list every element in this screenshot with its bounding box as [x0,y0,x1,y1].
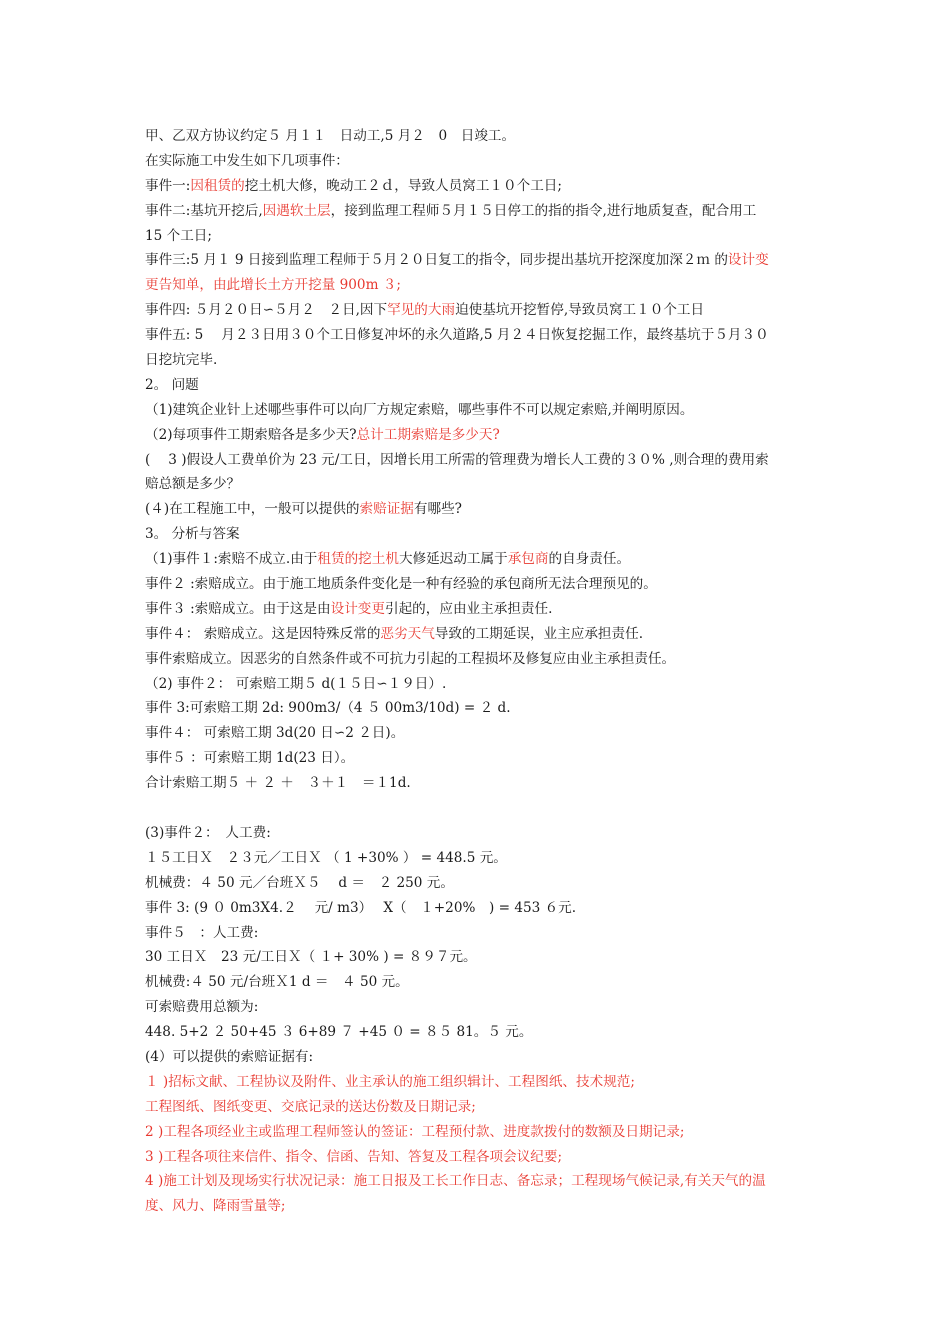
text-line [145,273,810,298]
text-span: 15 个工日; [145,227,212,244]
text-line [145,945,810,970]
text-span: 事件索赔成立。因恶劣的自然条件或不可抗力引起的工程损坏及修复应由业主承担责任。 [145,650,676,667]
text-line [145,622,810,647]
text-line [145,472,810,497]
text-line [145,124,810,149]
text-line [145,871,810,896]
text-line [145,995,810,1020]
text-span: 事件５ ：人工费: [145,924,259,941]
text-line [145,821,810,846]
text-span: 事件３ :索赔成立。由于这是由 [145,600,331,617]
text-span: 在实际施工中发生如下几项事件： [145,152,349,169]
text-line [145,373,810,398]
text-span: 事件一: [145,177,191,194]
text-line [145,298,810,323]
text-span: 事件二:基坑开挖后, [145,202,263,219]
text-line [145,149,810,174]
text-span: 事件４： 索赔成立。这是因特殊反常的 [145,625,381,642]
text-line [145,572,810,597]
text-line [145,1145,810,1170]
text-line [145,1095,810,1120]
text-line [145,746,810,771]
highlighted-text: 租赁的挖土机 [317,551,399,568]
text-span: 机械费:４ 50 元/台班Ｘ1 d ＝ ４ 50 元。 [145,974,409,991]
text-span: （1)建筑企业针上述哪些事件可以向厂方规定索赔，哪些事件不可以规定索赔,并阐明原因。 [145,401,694,418]
text-span: 赔总额是多少？ [145,476,241,493]
highlighted-text: 更告知单，由此增长土方开挖量 900m ３; [145,277,401,294]
text-line [145,448,810,473]
highlighted-text: 工程图纸、图纸变更、交底记录的送达份数及日期记录; [145,1098,476,1115]
text-line [145,423,810,448]
text-line [145,497,810,522]
text-span: 事件２ :索赔成立。由于施工地质条件变化是一种有经验的承包商所无法合理预见的。 [145,576,657,593]
text-span: 事件三:5 月１ 9 日接到监理工程师于５月２０日复工的指令，同步提出基坑开挖深度加深２ｍ 的 [145,252,728,269]
text-line [145,248,810,273]
text-line [145,1120,810,1145]
text-span: １５工日Ｘ ２３元／工日Ｘ （ 1 +30% ） = 448.5 元。 [145,849,507,866]
text-span: （2)每项事件工期索赔各是多少天? [145,426,357,443]
text-span: 甲、乙双方协议约定５ 月１１ 日动工,5 月２ 0 日竣工。 [145,128,516,144]
highlighted-text: 4 )施工计划及现场实行状况记录：施工日报及工长工作日志、备忘录；工程现场气候记录,有关天气的温 [145,1173,766,1190]
text-span: 事件四: ５月２０日∽５月２ ２日,因下 [145,302,388,319]
document-body [145,124,810,1219]
highlighted-text: １ )招标文献、工程协议及附件、业主承认的施工组织辑计、工程图纸、技术规范; [145,1073,635,1090]
text-line [145,1020,810,1045]
text-span: 引起的，应由业主承担责任. [385,600,553,617]
text-line [145,796,810,821]
text-span: 的自身责任。 [548,551,631,568]
text-span: 事件 3:可索赔工期 2d: 900m3/（4 ５ 00m3/10d) = ２ d. [145,700,511,717]
highlighted-text: 设计变 [727,252,769,269]
text-line [145,672,810,697]
text-line [145,323,810,348]
text-line [145,647,810,672]
text-line [145,721,810,746]
text-span: 合计索赔工期５ ＋ ２ ＋ ３＋１ ＝１1d. [145,775,411,792]
highlighted-text: 因遇软土层 [262,202,331,219]
text-span: 3。 分析与答案 [145,526,240,543]
text-line [145,1070,810,1095]
highlighted-text: 总计工期索赔是多少天? [356,426,500,443]
text-span: 448. 5+2 ２ 50+45 ３ 6+89 ７ +45 ０ = ８５ 81。５ 元。 [145,1024,533,1041]
text-span: （1)事件１:索赔不成立.由于 [145,551,318,568]
text-line [145,174,810,199]
text-span: ，接到监理工程师５月１５日停工的指的指令,进行地质复查，配合用工 [330,202,757,219]
highlighted-text: 3 )工程各项往来信件、指令、信函、告知、答复及工程各项会议纪要; [145,1148,563,1165]
highlighted-text: 索赔证据 [359,501,414,518]
highlighted-text: 设计变更 [330,600,385,617]
text-span: 挖土机大修，晚动工２ｄ，导致人员窝工１０个工日; [244,177,562,194]
text-line [145,1169,810,1194]
text-line [145,597,810,622]
text-span: 事件５ ：可索赔工期 1d(23 日）。 [145,750,355,767]
text-line [145,921,810,946]
text-line [145,547,810,572]
highlighted-text: 承包商 [507,551,549,568]
text-span: 2。 问题 [145,376,199,393]
text-span: 大修延迟动工属于 [398,551,508,568]
text-span: 迫使基坑开挖暂停,导致员窝工１０个工日 [455,302,705,319]
text-line [145,970,810,995]
text-line [145,846,810,871]
text-line [145,771,810,796]
text-line [145,199,810,224]
text-line [145,224,810,249]
text-span: 可索赔费用总额为: [145,999,259,1016]
text-line [145,896,810,921]
text-span: 机械费：４ 50 元／台班Ｘ５ d ＝ ２ 250 元。 [145,874,454,891]
text-line [145,348,810,373]
text-span: （2) 事件２： 可索赔工期５ d(１５日∽１９日）. [145,675,447,692]
text-line [145,696,810,721]
text-line [145,522,810,547]
text-span: 30 工日Ｘ 23 元/工日Ｘ（ １+ 30% ) = ８９７元。 [145,949,477,966]
text-line [145,1045,810,1070]
highlighted-text: 因租赁的 [190,177,245,194]
highlighted-text: 2 )工程各项经业主或监理工程师签认的签证：工程预付款、进度款拨付的数额及日期记录; [145,1123,685,1140]
text-span: ( 3 )假设人工费单价为 23 元/工日，因增长用工所需的管理费为增长人工费的３０% ,则合理的费用索 [145,451,769,468]
text-span: 事件 3: (9 ０ 0m3X4.２ 元/ m3） X（ １+20% ) = 453 ６元. [145,899,577,916]
text-span: 日挖坑完毕. [145,352,218,369]
text-span: (4）可以提供的索赔证据有: [145,1048,314,1065]
highlighted-text: 度、风力、降雨雪量等; [145,1198,286,1215]
highlighted-text: 罕见的大雨 [387,302,456,319]
text-span: 导致的工期延误，业主应承担责任. [434,625,644,642]
text-span: 有哪些? [413,501,462,518]
text-line [145,398,810,423]
text-line [145,1194,810,1219]
text-span: (3)事件２： 人工费: [145,824,271,841]
text-span: (４)在工程施工中，一般可以提供的 [145,501,360,518]
text-span: 事件五: 5 月２３日用３０个工日修复冲坏的永久道路,5 月２４日恢复挖掘工作，最终基坑于５月３０ [145,327,769,344]
highlighted-text: 恶劣天气 [380,625,435,642]
text-span: 事件４： 可索赔工期 3d(20 日∽2 ２日)。 [145,725,405,742]
